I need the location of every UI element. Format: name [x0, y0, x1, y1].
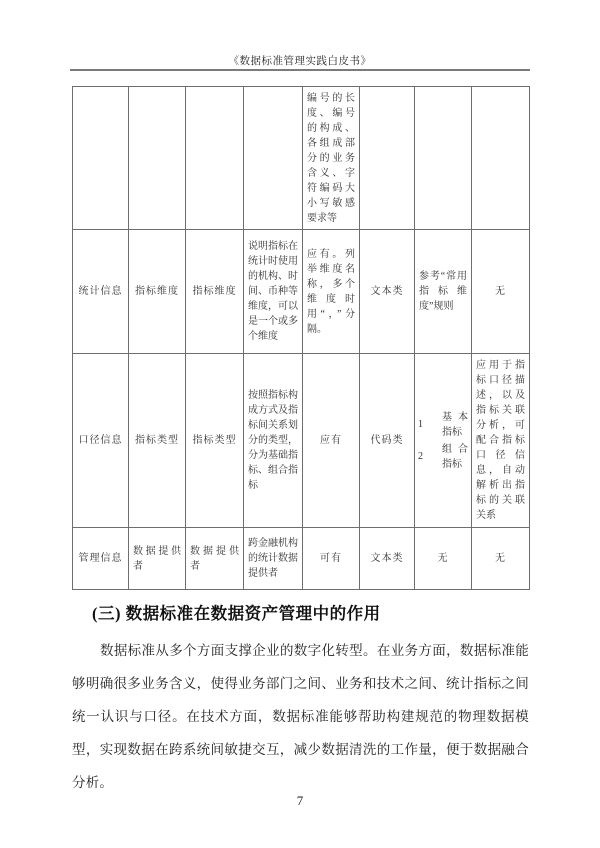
table-cell: 指标维度 — [186, 230, 244, 354]
table-row — [73, 528, 530, 590]
table-cell-code-list — [415, 354, 472, 528]
table-cell: 文本类 — [360, 528, 415, 590]
code-number: 1 — [418, 419, 423, 430]
body-paragraph: 数据标准从多个方面支撑企业的数字化转型。在业务方面，数据标准能够明确很多业务含义，使得业务部门之间、业务和技术之间、统计指标之间统一认识与口径。在技术方面，数据标准能够帮助构建规范的物理数据模型，实现数据在跨系统间敏捷交互，减少数据清洗的工作量，便于数据融合分析。 — [72, 643, 529, 790]
table-cell: 指标类型 — [186, 354, 244, 528]
table-cell: 口径信息 — [73, 354, 129, 528]
code-list-item — [418, 442, 468, 472]
table-cell: 无 — [472, 528, 530, 590]
code-number: 2 — [418, 451, 423, 462]
table-cell: 数据提供者 — [129, 528, 186, 590]
page-number: 7 — [296, 793, 304, 808]
table-cell: 编号的长度、编号的构成、各组成部分的业务含义、字符编码大小写敏感要求等 — [303, 87, 360, 230]
code-list-item — [418, 410, 468, 440]
table-cell — [186, 87, 244, 230]
table-cell: 无 — [472, 230, 530, 354]
table-cell: 跨金融机构的统计数据提供者 — [244, 528, 303, 590]
code-label: 组合指标 — [442, 443, 468, 470]
table-cell — [472, 87, 530, 230]
header-rule — [70, 69, 530, 71]
table-row — [73, 354, 530, 528]
code-label: 基本指标 — [442, 411, 468, 438]
table-cell: 代码类 — [360, 354, 415, 528]
table-cell: 应用于指标口径描述，以及指标关联分析，可配合指标口径信息，自动解析出指标的关联关系 — [472, 354, 530, 528]
table-row — [73, 230, 530, 354]
table-cell: 应有。列举维度名称，多个维度时用“，”分隔。 — [303, 230, 360, 354]
table-cell — [244, 87, 303, 230]
table-cell: 统计信息 — [73, 230, 129, 354]
table-cell: 按照指标构成方式及指标间关系划分的类型，分为基础指标、组合指标 — [244, 354, 303, 528]
table-cell: 文本类 — [360, 230, 415, 354]
table-cell: 指标类型 — [129, 354, 186, 528]
table-cell — [129, 87, 186, 230]
table-cell: 应有 — [303, 354, 360, 528]
table-cell: 说明指标在统计时使用的机构、时间、币种等维度，可以是一个或多个维度 — [244, 230, 303, 354]
section-heading: (三) 数据标准在数据资产管理中的作用 — [92, 604, 381, 623]
table-cell: 数据提供者 — [186, 528, 244, 590]
table-cell: 指标维度 — [129, 230, 186, 354]
table-cell: 参考“常用指标维度”规则 — [415, 230, 472, 354]
running-header: 《数据标准管理实践白皮书》 — [228, 56, 372, 67]
table-cell: 可有 — [303, 528, 360, 590]
table-cell — [360, 87, 415, 230]
table-cell — [73, 87, 129, 230]
table-row — [73, 87, 530, 230]
data-standards-table — [72, 86, 530, 590]
table-cell — [415, 87, 472, 230]
table-cell: 管理信息 — [73, 528, 129, 590]
table-cell: 无 — [415, 528, 472, 590]
